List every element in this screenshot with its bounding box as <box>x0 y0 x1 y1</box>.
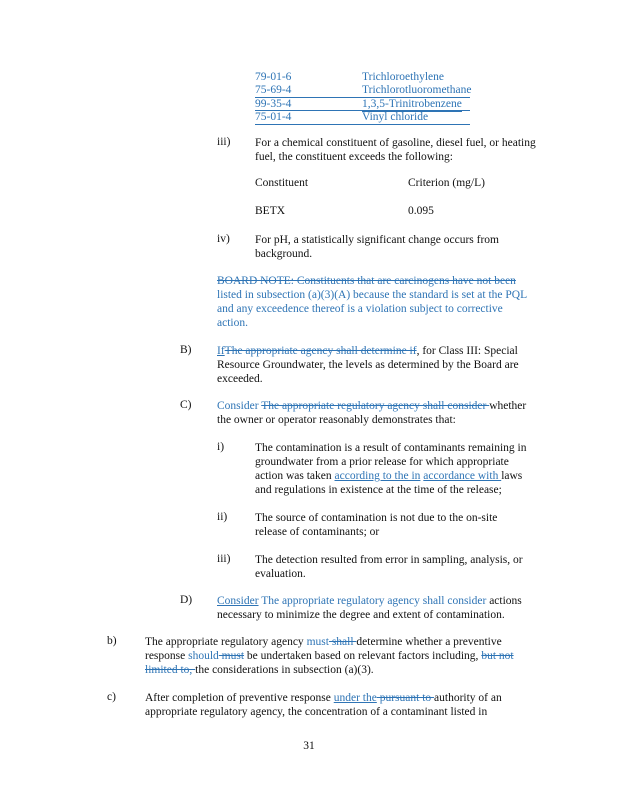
text-run: and regulations in existence at the time of the release; <box>255 484 502 496</box>
text-run: groundwater from a prior release for which appropriate <box>255 456 509 468</box>
text-run: determine whether a preventive <box>356 636 502 648</box>
cas-number: 99-35-4 <box>255 98 292 110</box>
text-run: response <box>145 650 189 662</box>
board-note-deleted: BOARD NOTE: Constituents that are carcinogens have not been <box>217 275 516 287</box>
item-c-text <box>145 691 545 719</box>
text-run: actions <box>486 595 522 607</box>
deleted-text: pursuant to <box>376 692 435 704</box>
board-note-line: action. <box>217 317 248 329</box>
board-note-line: listed in subsection (a)(3)(A) because the standard is set at the PQL <box>217 289 528 301</box>
inserted-text: according to the in <box>334 470 421 482</box>
item-iii-text: For a chemical constituent of gasoline, diesel fuel, or heating fuel, the constituent exceeds the following: <box>255 137 536 163</box>
cas-row <box>255 110 470 125</box>
text-run: The appropriate regulatory agency <box>145 636 307 648</box>
text-run: laws <box>501 470 523 482</box>
deleted-text: shall <box>328 636 357 648</box>
item-iv-text: For pH, a statistically significant change occurs from background. <box>255 234 499 260</box>
text-run: After completion of preventive response <box>145 692 334 704</box>
cas-row <box>255 71 470 84</box>
text-run: evaluation. <box>255 568 306 580</box>
text-run: be undertaken based on relevant factors including, <box>244 650 482 662</box>
text-run: the considerations in subsection (a)(3). <box>195 664 374 676</box>
deleted-text: The appropriate regulatory agency shall consider <box>261 400 490 412</box>
chemical-name: Trichlorotluoromethane <box>362 84 472 96</box>
chemical-name: 1,3,5-Trinitrobenzene <box>362 98 462 110</box>
item-marker: b) <box>107 635 117 647</box>
inserted-text: The appropriate regulatory agency shall consider <box>258 595 487 607</box>
text-run: authority of an <box>434 692 502 704</box>
cas-number: 79-01-6 <box>255 71 292 83</box>
page-number: 31 <box>303 740 315 752</box>
deleted-text: but not <box>481 650 514 662</box>
item-marker: c) <box>107 691 116 703</box>
item-b-text <box>145 635 545 677</box>
item-B-text <box>217 344 557 386</box>
inserted-text: under the <box>333 692 377 704</box>
item-marker: B) <box>180 344 192 356</box>
criterion-cell: 0.095 <box>408 205 434 217</box>
deleted-text: The appropriate agency shall determine if <box>224 345 417 357</box>
text-run: exceeded. <box>217 373 263 385</box>
text-run: The source of contamination is not due to the on-site <box>255 512 498 524</box>
text-run: the owner or operator reasonably demonstrates that: <box>217 414 456 426</box>
item-marker: iv) <box>217 233 230 245</box>
constituent-cell: BETX <box>255 205 286 217</box>
item-D-text <box>217 594 557 622</box>
inserted-text: should <box>188 650 219 662</box>
deleted-text: must <box>218 650 245 662</box>
item-marker: D) <box>180 594 193 606</box>
criterion-header: Criterion (mg/L) <box>408 177 485 189</box>
inserted-text: Consider <box>217 595 259 607</box>
text-run: The contamination is a result of contaminants remaining in <box>255 442 527 454</box>
text-run: The detection resulted from error in sampling, analysis, or <box>255 554 523 566</box>
item-C-iii-text <box>255 553 555 581</box>
deleted-text: limited to, <box>145 664 196 676</box>
item-marker: ii) <box>217 511 228 523</box>
item-marker: iii) <box>217 136 231 148</box>
chemical-name: Trichloroethylene <box>362 71 444 83</box>
cas-row <box>255 97 470 111</box>
cas-number: 75-69-4 <box>255 84 292 96</box>
inserted-text: If <box>217 345 225 357</box>
text-run: whether <box>489 400 527 412</box>
text-run: , for Class III: Special <box>416 345 518 357</box>
cas-number: 75-01-4 <box>255 111 292 123</box>
inserted-text: accordance with <box>423 470 502 482</box>
board-note <box>217 274 557 330</box>
item-C-i-text <box>255 441 555 497</box>
item-marker: iii) <box>217 553 231 565</box>
item-marker: i) <box>217 441 225 453</box>
item-marker: C) <box>180 399 192 411</box>
text-run: release of contaminants; or <box>255 526 380 538</box>
cas-row <box>255 84 470 97</box>
text-run: action was taken <box>255 470 335 482</box>
text-run: Resource Groundwater, the levels as determined by the Board are <box>217 359 519 371</box>
chemical-name: Vinyl chloride <box>362 111 429 123</box>
inserted-text: must <box>306 636 329 648</box>
inserted-text: Consider <box>217 400 259 412</box>
text-run: necessary to minimize the degree and extent of contamination. <box>217 609 505 621</box>
constituent-header: Constituent <box>255 177 309 189</box>
board-note-line: and any exceedence thereof is a violation subject to corrective <box>217 303 503 315</box>
item-C-ii-text <box>255 511 555 539</box>
text-run: appropriate regulatory agency, the concentration of a contaminant listed in <box>145 706 488 718</box>
item-C-text <box>217 399 557 427</box>
